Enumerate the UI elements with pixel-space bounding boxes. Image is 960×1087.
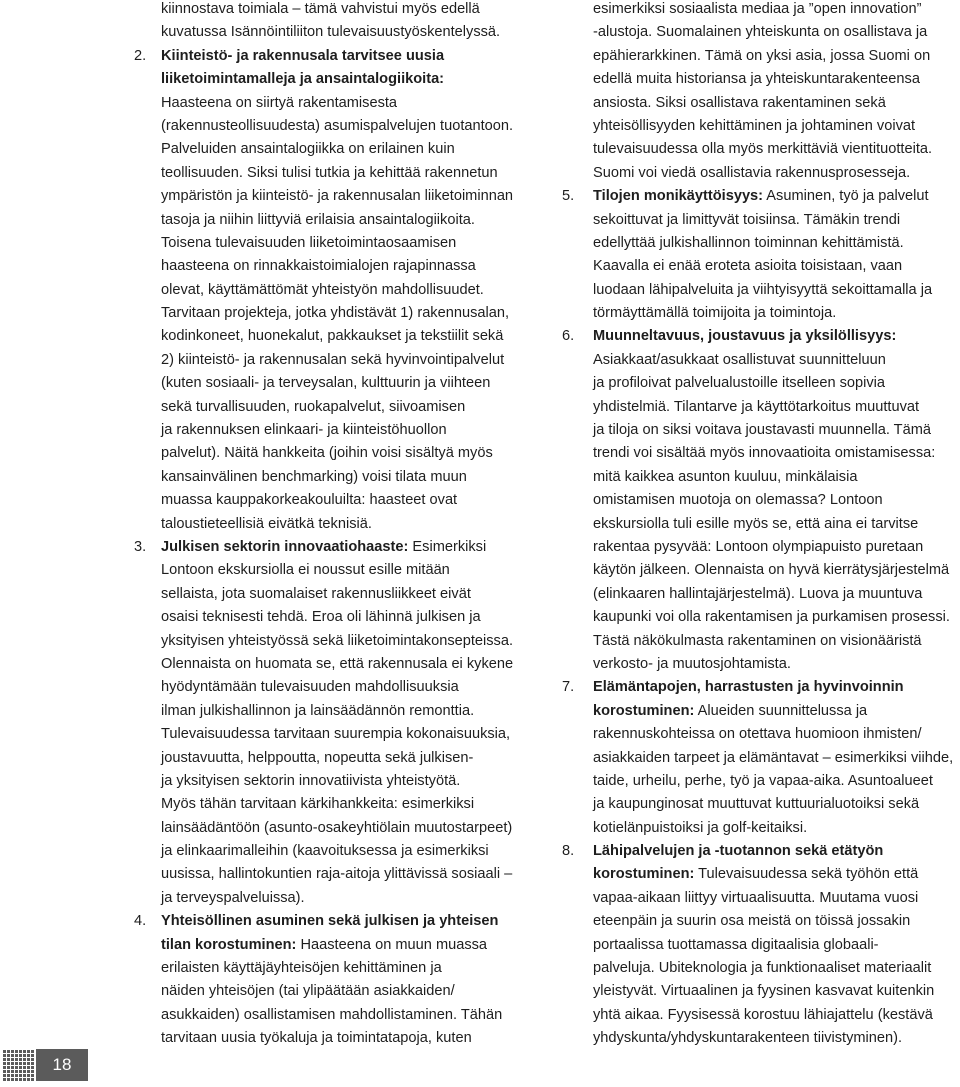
- body-text: vapaa-aikaan liittyy virtuaalisuutta. Muutama vuosi: [593, 889, 919, 906]
- body-text: ja kaupunginosat muuttuvat kuttuurialuotoiksi sekä: [593, 796, 920, 813]
- text-line: [134, 45, 534, 68]
- text-line: [134, 92, 534, 115]
- text-line: [134, 747, 534, 770]
- text-line: [562, 700, 960, 723]
- text-line: [134, 793, 534, 816]
- body-text: ja elinkaarimalleihin (kaavoituksessa ja esimerkiksi: [161, 843, 489, 860]
- body-text: trendi voi sisältää myös innovaatioita omistamisessa:: [593, 445, 936, 462]
- text-line: [134, 419, 534, 442]
- list-heading: liiketoimintamalleja ja ansaintalogiikoita:: [161, 71, 445, 88]
- body-text: tasoja ja niihin liittyviä erilaisia ansaintalogiikoita.: [161, 211, 475, 228]
- text-line: [562, 45, 960, 68]
- body-text: tarvitaan uusia työkaluja ja toimintatapoja, kuten: [161, 1030, 472, 1047]
- page-footer: [0, 1047, 88, 1083]
- body-text: kiinnostava toimiala – tämä vahvistui myös edellä: [161, 1, 480, 17]
- body-text: Asiakkaat/asukkaat osallistuvat suunnitteluun: [593, 351, 886, 368]
- body-text: esimerkiksi sosiaalista mediaa ja ”open innovation”: [593, 1, 922, 17]
- body-text: Myös tähän tarvitaan kärkihankkeita: esimerkiksi: [161, 796, 475, 813]
- text-line: [134, 700, 534, 723]
- text-line: [134, 1004, 534, 1027]
- body-text: yhdyskunta/yhdyskuntarakenteen tiivistyminen).: [593, 1030, 903, 1047]
- text-line: [134, 934, 534, 957]
- list-number: 4.: [134, 913, 147, 930]
- body-text: olevat, käyttämättömät yhteistyön mahdollisuudet.: [161, 281, 484, 298]
- text-line: [562, 279, 960, 302]
- text-line: [562, 910, 960, 933]
- text-line: [134, 489, 534, 512]
- body-text: Tarvitaan projekteja, jotka yhdistävät 1) rakennusalan,: [161, 305, 510, 322]
- body-text: Esimerkiksi: [408, 538, 487, 555]
- body-text: eteenpäin ja suurin osa meistä on töissä jossakin: [593, 913, 911, 930]
- text-line: [562, 606, 960, 629]
- text-line: [562, 863, 960, 886]
- page-number: 18: [52, 1055, 72, 1074]
- text-line: [562, 934, 960, 957]
- text-line: [134, 68, 534, 91]
- list-number: 3.: [134, 538, 147, 555]
- text-line: [134, 840, 534, 863]
- list-heading: Tilojen monikäyttöisyys:: [593, 188, 764, 205]
- body-text: taloustieteellisiä eivätkä teknisiä.: [161, 515, 372, 532]
- body-text: epähierarkkinen. Tämä on yksi asia, jossa Suomi on: [593, 47, 931, 64]
- text-line: [134, 770, 534, 793]
- list-number: 7.: [562, 679, 575, 696]
- text-line: [134, 653, 534, 676]
- text-line: [134, 1027, 534, 1050]
- text-line: [134, 466, 534, 489]
- body-text: teollisuuden. Siksi tulisi tutkia ja kehittää rakennetun: [161, 164, 498, 181]
- body-text: haasteena on rinnakkaistoimialojen rajapinnassa: [161, 258, 476, 275]
- text-line: [134, 536, 534, 559]
- body-text: Tästä näkökulmasta rakentaminen on visionääristä: [593, 632, 922, 649]
- text-line: [562, 255, 960, 278]
- text-line: [134, 910, 534, 933]
- text-line: [562, 536, 960, 559]
- text-line: [134, 957, 534, 980]
- body-text: kansainvälinen benchmarking) voisi tilata muun: [161, 468, 467, 485]
- body-text: rakennuskohteissa on otettava huomioon ihmisten/: [593, 726, 922, 743]
- text-line: [134, 396, 534, 419]
- text-line: [134, 115, 534, 138]
- body-text: ja profiloivat palvelualustoille itselleen sopivia: [593, 375, 886, 392]
- body-text: Alueiden suunnittelussa ja: [694, 702, 868, 719]
- text-line: [562, 162, 960, 185]
- body-text: Haasteena on muun muassa: [296, 936, 488, 953]
- body-text: Tulevaisuudessa sekä työhön että: [694, 866, 919, 883]
- text-line: [562, 396, 960, 419]
- body-text: joustavuutta, helppoutta, nopeutta sekä julkisen-: [161, 749, 474, 766]
- text-line: [562, 957, 960, 980]
- body-text: muassa kauppakorkeakouluilta: haasteet ovat: [161, 492, 458, 509]
- list-heading: Lähipalvelujen ja -tuotannon sekä etätyön: [593, 843, 884, 860]
- body-text: sekoittuvat ja limittyvät toisiinsa. Tämäkin trendi: [593, 211, 901, 228]
- text-line: [562, 0, 960, 21]
- text-line: [134, 21, 534, 44]
- list-number: 8.: [562, 843, 575, 860]
- text-line: [134, 676, 534, 699]
- body-text: yksityisen yhteistyössä sekä liiketoimintakonsepteissa.: [161, 632, 514, 649]
- text-line: [134, 887, 534, 910]
- body-text: näiden yhteisöjen (tai ylipäätään asiakkaiden/: [161, 983, 455, 1000]
- body-text: ilman julkishallinnon ja lainsäädännön remonttia.: [161, 702, 475, 719]
- body-text: ansiosta. Siksi osallistava rakentaminen sekä: [593, 94, 886, 111]
- body-text: palveluja. Ubiteknologia ja funktionaaliset materiaalit: [593, 960, 932, 977]
- text-line: [562, 583, 960, 606]
- page-number-box: [36, 1049, 88, 1081]
- body-text: kaupunki voi olla rakentamisen ja purkamisen prosessi.: [593, 609, 950, 626]
- text-line: [134, 559, 534, 582]
- text-line: [134, 232, 534, 255]
- text-line: [562, 21, 960, 44]
- text-line: [134, 349, 534, 372]
- body-text: yhdistelmiä. Tilantarve ja käyttötarkoitus muuttuvat: [593, 398, 920, 415]
- body-text: Lontoon ekskursiolla ei noussut esille mitään: [161, 562, 450, 579]
- left-text-column: [134, 0, 534, 1051]
- body-text: ja rakennuksen elinkaari- ja kiinteistöhuollon: [161, 422, 447, 439]
- text-line: [134, 442, 534, 465]
- body-text: (rakennusteollisuudesta) asumispalvelujen tuotantoon.: [161, 117, 514, 134]
- text-line: [562, 185, 960, 208]
- text-line: [562, 887, 960, 910]
- text-line: [562, 630, 960, 653]
- text-line: [134, 583, 534, 606]
- text-line: [134, 185, 534, 208]
- list-number: 2.: [134, 47, 147, 64]
- list-heading: Julkisen sektorin innovaatiohaaste:: [161, 538, 409, 555]
- grid-pattern-icon: [2, 1049, 34, 1081]
- body-text: 2) kiinteistö- ja rakennusalan sekä hyvinvointipalvelut: [161, 351, 505, 368]
- body-text: käytön jälkeen. Olennaista on hyvä kierrätysjärjestelmä: [593, 562, 950, 579]
- text-line: [134, 325, 534, 348]
- text-line: [562, 747, 960, 770]
- text-line: [562, 980, 960, 1003]
- body-text: mitä kaikkea asunton kuuluu, minkälaisia: [593, 468, 858, 485]
- text-line: [134, 302, 534, 325]
- text-line: [134, 209, 534, 232]
- body-text: ja yksityisen sektorin innovatiivista yhteistyötä.: [161, 772, 461, 789]
- body-text: uusissa, hallintokuntien raja-aitoja ylittävissä sosiaali –: [161, 866, 513, 883]
- text-line: [134, 723, 534, 746]
- body-text: edellyttää julkishallinnon toiminnan kehittämistä.: [593, 234, 904, 251]
- text-line: [562, 349, 960, 372]
- text-line: [134, 817, 534, 840]
- body-text: ja terveyspalveluissa).: [161, 889, 305, 906]
- body-text: osaisi teknisesti tehdä. Eroa oli lähinnä julkisen ja: [161, 609, 481, 626]
- list-heading: Muunneltavuus, joustavuus ja yksilöllisyys:: [593, 328, 897, 345]
- body-text: yhtä aikaa. Fyysisessä korostuu lähiajattelu (kestävä: [593, 1006, 933, 1023]
- list-number: 5.: [562, 188, 575, 205]
- text-line: [562, 840, 960, 863]
- text-line: [562, 442, 960, 465]
- text-line: [134, 863, 534, 886]
- body-text: kodinkoneet, huonekalut, pakkaukset ja tekstiilit sekä: [161, 328, 504, 345]
- body-text: sellaista, jota suomalaiset rakennusliikkeet eivät: [161, 585, 471, 602]
- list-heading: Kiinteistö- ja rakennusala tarvitsee uusia: [161, 47, 445, 64]
- body-text: Kaavalla ei enää eroteta asioita toisistaan, vaan: [593, 258, 903, 275]
- text-line: [134, 138, 534, 161]
- text-line: [562, 723, 960, 746]
- body-text: ympäristön ja kiinteistö- ja rakennusalan liiketoiminnan: [161, 188, 514, 205]
- body-text: edellä muita historiansa ja yhteiskuntarakenteensa: [593, 71, 920, 88]
- text-line: [562, 466, 960, 489]
- body-text: portaalissa tuottamassa digitaalisia globaali-: [593, 936, 879, 953]
- body-text: -alustoja. Suomalainen yhteiskunta on osallistava ja: [593, 24, 928, 41]
- text-line: [562, 770, 960, 793]
- body-text: ekskursiolla tuli esille myös se, että aina ei tarvitse: [593, 515, 919, 532]
- text-line: [562, 1004, 960, 1027]
- body-text: kuvatussa Isännöintiliiton tulevaisuustyöskentelyssä.: [161, 24, 501, 41]
- body-text: erilaisten käyttäjäyhteisöjen kehittäminen ja: [161, 960, 442, 977]
- body-text: Palveluiden ansaintalogiikka on erilainen kuin: [161, 141, 455, 158]
- body-text: yhteisöllisyyden kehittäminen ja johtaminen voivat: [593, 117, 916, 134]
- text-line: [134, 980, 534, 1003]
- body-text: asukkaiden) osallistamisen mahdollistaminen. Tähän: [161, 1006, 503, 1023]
- text-line: [562, 68, 960, 91]
- body-text: tulevaisuudessa olla myös merkittäviä vientituotteita.: [593, 141, 933, 158]
- body-text: asiakkaiden tarpeet ja elämäntavat – esimerkiksi viihde,: [593, 749, 954, 766]
- body-text: Tulevaisuudessa tarvitaan suurempia kokonaisuuksia,: [161, 726, 511, 743]
- text-line: [134, 0, 534, 21]
- body-text: verkosto- ja muutosjohtamista.: [593, 655, 791, 672]
- text-line: [562, 489, 960, 512]
- body-text: taide, urheilu, perhe, työ ja vapaa-aika. Asuntoalueet: [593, 772, 933, 789]
- body-text: Olennaista on huomata se, että rakennusala ei kykene: [161, 655, 514, 672]
- list-heading: korostuminen:: [593, 702, 695, 719]
- body-text: hyödyntämään tulevaisuuden mahdollisuuksia: [161, 679, 459, 696]
- body-text: (elinkaaren hallintajärjestelmä). Luova ja muuntuva: [593, 585, 923, 602]
- text-line: [134, 372, 534, 395]
- text-line: [134, 279, 534, 302]
- body-text: luodaan lähipalveluita ja viihtyisyyttä sekoittamalla ja: [593, 281, 933, 298]
- body-text: sekä turvallisuuden, ruokapalvelut, siivoamisen: [161, 398, 466, 415]
- text-line: [562, 676, 960, 699]
- text-line: [134, 630, 534, 653]
- text-line: [134, 606, 534, 629]
- text-line: [562, 653, 960, 676]
- text-line: [562, 1027, 960, 1050]
- list-heading: Yhteisöllinen asuminen sekä julkisen ja yhteisen: [161, 913, 499, 930]
- list-heading: tilan korostuminen:: [161, 936, 297, 953]
- text-line: [562, 793, 960, 816]
- body-text: (kuten sosiaali- ja terveysalan, kulttuurin ja viihteen: [161, 375, 491, 392]
- text-line: [562, 138, 960, 161]
- body-text: Toisena tulevaisuuden liiketoimintaosaamisen: [161, 234, 457, 251]
- text-line: [562, 302, 960, 325]
- text-line: [562, 559, 960, 582]
- text-line: [562, 92, 960, 115]
- body-text: Asuminen, työ ja palvelut: [763, 188, 929, 205]
- body-text: palvelut). Näitä hankkeita (joihin voisi sisältyä myös: [161, 445, 493, 462]
- body-text: rakentaa pysyvää: Lontoon olympiapuisto puretaan: [593, 538, 924, 555]
- text-line: [134, 255, 534, 278]
- body-text: ja tiloja on siksi voitava joustavasti muunnella. Tämä: [593, 422, 931, 439]
- body-text: yleistyvät. Virtuaalinen ja fyysinen kasvavat kuitenkin: [593, 983, 935, 1000]
- text-line: [134, 513, 534, 536]
- text-line: [134, 162, 534, 185]
- text-line: [562, 372, 960, 395]
- text-line: [562, 513, 960, 536]
- text-line: [562, 325, 960, 348]
- text-line: [562, 209, 960, 232]
- text-line: [562, 232, 960, 255]
- body-text: törmäyttämällä toimijoita ja toimintoja.: [593, 305, 837, 322]
- list-heading: korostuminen:: [593, 866, 695, 883]
- body-text: Suomi voi viedä osallistavia rakennusprosesseja.: [593, 164, 911, 181]
- text-line: [562, 419, 960, 442]
- text-line: [562, 115, 960, 138]
- right-text-column: [562, 0, 960, 1051]
- body-text: omistamisen muotoja on olemassa? Lontoon: [593, 492, 883, 509]
- body-text: lainsäädäntöön (asunto-osakeyhtiölain muutostarpeet): [161, 819, 513, 836]
- text-line: [562, 817, 960, 840]
- list-number: 6.: [562, 328, 575, 345]
- body-text: kotielänpuistoiksi ja golf-keitaiksi.: [593, 819, 808, 836]
- body-text: Haasteena on siirtyä rakentamisesta: [161, 94, 398, 111]
- list-heading: Elämäntapojen, harrastusten ja hyvinvoinnin: [593, 679, 904, 696]
